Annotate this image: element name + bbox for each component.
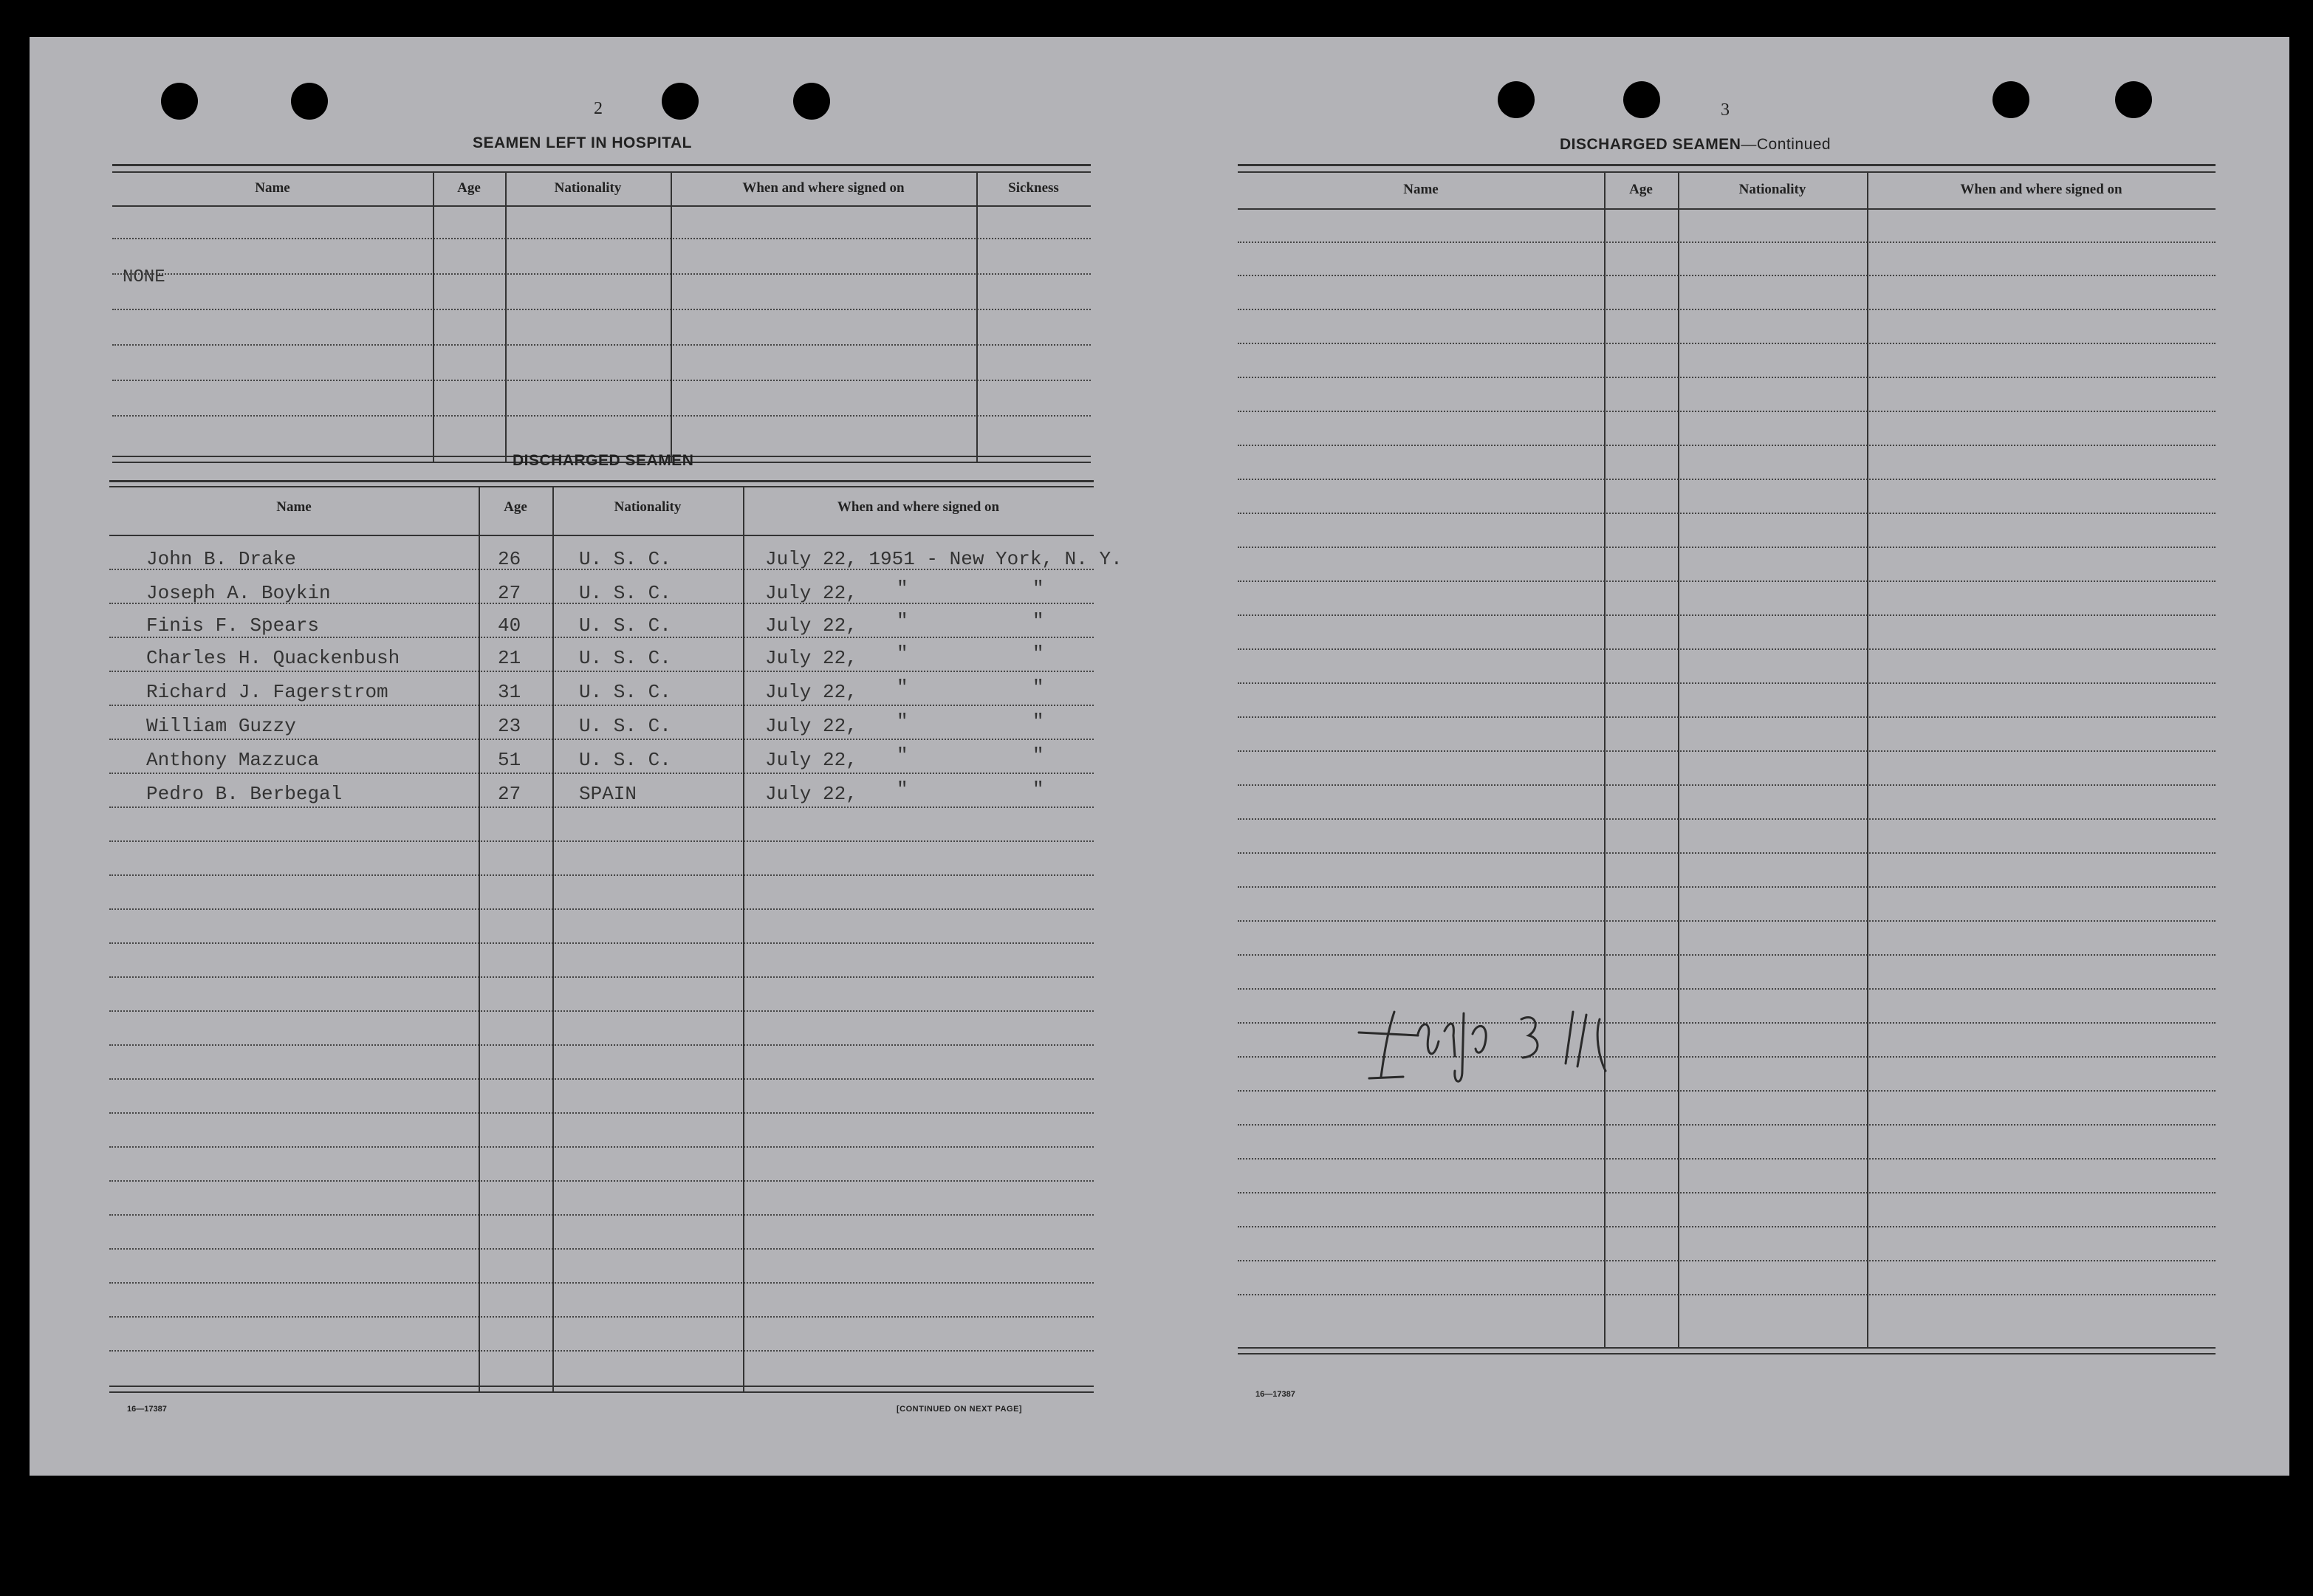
ditto-mark: " — [1032, 744, 1044, 767]
continued-note: [CONTINUED ON NEXT PAGE] — [897, 1405, 1023, 1414]
seaman-age: 27 — [498, 783, 521, 805]
header-signed-on: When and where signed on — [837, 499, 1000, 515]
hospital-table — [112, 164, 1091, 467]
form-code: 16—17387 — [1255, 1390, 1295, 1399]
punch-hole — [793, 83, 830, 120]
punch-hole — [2115, 81, 2152, 118]
ditto-mark: " — [1032, 677, 1044, 699]
ditto-mark: " — [1032, 778, 1044, 801]
discharged-continued-table — [1238, 164, 2216, 1383]
seaman-name: William Guzzy — [146, 715, 296, 737]
document-sheet — [30, 37, 2289, 1476]
seaman-nationality: U. S. C. — [579, 614, 671, 637]
header-name: Name — [1403, 182, 1439, 197]
seaman-signed-on: July 22, — [765, 582, 857, 604]
seaman-nationality: U. S. C. — [579, 582, 671, 604]
seaman-signed-on: July 22, — [765, 647, 857, 669]
header-nationality: Nationality — [614, 499, 682, 515]
seaman-signed-on: July 22, — [765, 681, 857, 703]
seaman-name: Charles H. Quackenbush — [146, 647, 400, 669]
header-age: Age — [457, 180, 481, 196]
ditto-mark: " — [1032, 643, 1044, 665]
hospital-entry: NONE — [123, 267, 165, 287]
page-number: 2 — [594, 99, 603, 118]
punch-hole — [291, 83, 328, 120]
ditto-mark: " — [1032, 710, 1044, 733]
seaman-name: John B. Drake — [146, 548, 296, 570]
seaman-name: Anthony Mazzuca — [146, 749, 320, 771]
header-name: Name — [276, 499, 312, 515]
seaman-nationality: U. S. C. — [579, 548, 671, 570]
seaman-nationality: U. S. C. — [579, 647, 671, 669]
header-nationality: Nationality — [554, 180, 622, 196]
seaman-nationality: U. S. C. — [579, 681, 671, 703]
seaman-age: 40 — [498, 614, 521, 637]
ditto-mark: " — [897, 778, 908, 801]
ditto-mark: " — [897, 677, 908, 699]
seaman-signed-on: July 22, — [765, 783, 857, 805]
seaman-name: Pedro B. Berbegal — [146, 783, 343, 805]
discharged-table — [109, 480, 1123, 1434]
header-signed-on: When and where signed on — [1960, 182, 2122, 197]
ditto-mark: " — [1032, 610, 1044, 632]
seaman-age: 23 — [498, 715, 521, 737]
header-signed-on: When and where signed on — [742, 180, 905, 196]
seaman-signed-on: July 22, — [765, 614, 857, 637]
ditto-mark: " — [1032, 578, 1044, 600]
ditto-mark: " — [897, 610, 908, 632]
seaman-age: 21 — [498, 647, 521, 669]
punch-hole — [662, 83, 699, 120]
seaman-signed-on: July 22, — [765, 715, 857, 737]
seaman-age: 51 — [498, 749, 521, 771]
punch-hole — [1992, 81, 2029, 118]
seaman-age: 26 — [498, 548, 521, 570]
title-suffix: —Continued — [1741, 136, 1831, 153]
header-name: Name — [255, 180, 290, 196]
seaman-signed-on: July 22, — [765, 749, 857, 771]
punch-hole — [161, 83, 198, 120]
seaman-nationality: U. S. C. — [579, 749, 671, 771]
seaman-nationality: U. S. C. — [579, 715, 671, 737]
seaman-name: Richard J. Fagerstrom — [146, 681, 388, 703]
signature-bleedthrough — [1351, 990, 1662, 1093]
seaman-nationality: SPAIN — [579, 783, 637, 805]
seaman-name: Joseph A. Boykin — [146, 582, 331, 604]
seaman-age: 31 — [498, 681, 521, 703]
header-nationality: Nationality — [1738, 182, 1806, 197]
discharged-title: DISCHARGED SEAMEN — [513, 452, 694, 469]
ditto-mark: " — [897, 643, 908, 665]
page-number: 3 — [1721, 100, 1730, 120]
title-main: DISCHARGED SEAMEN — [1560, 136, 1741, 153]
form-code: 16—17387 — [127, 1405, 167, 1414]
hospital-title: SEAMEN LEFT IN HOSPITAL — [473, 134, 692, 151]
ditto-mark: " — [897, 578, 908, 600]
ditto-mark: " — [897, 710, 908, 733]
ditto-mark: " — [897, 744, 908, 767]
seaman-name: Finis F. Spears — [146, 614, 320, 637]
punch-hole — [1498, 81, 1535, 118]
header-age: Age — [504, 499, 527, 515]
seaman-age: 27 — [498, 582, 521, 604]
seaman-signed-on: July 22, 1951 - New York, N. Y. — [765, 548, 1123, 570]
header-age: Age — [1629, 182, 1653, 197]
header-sickness: Sickness — [1008, 180, 1059, 196]
punch-hole — [1623, 81, 1660, 118]
discharged-continued-title — [1560, 136, 1831, 154]
